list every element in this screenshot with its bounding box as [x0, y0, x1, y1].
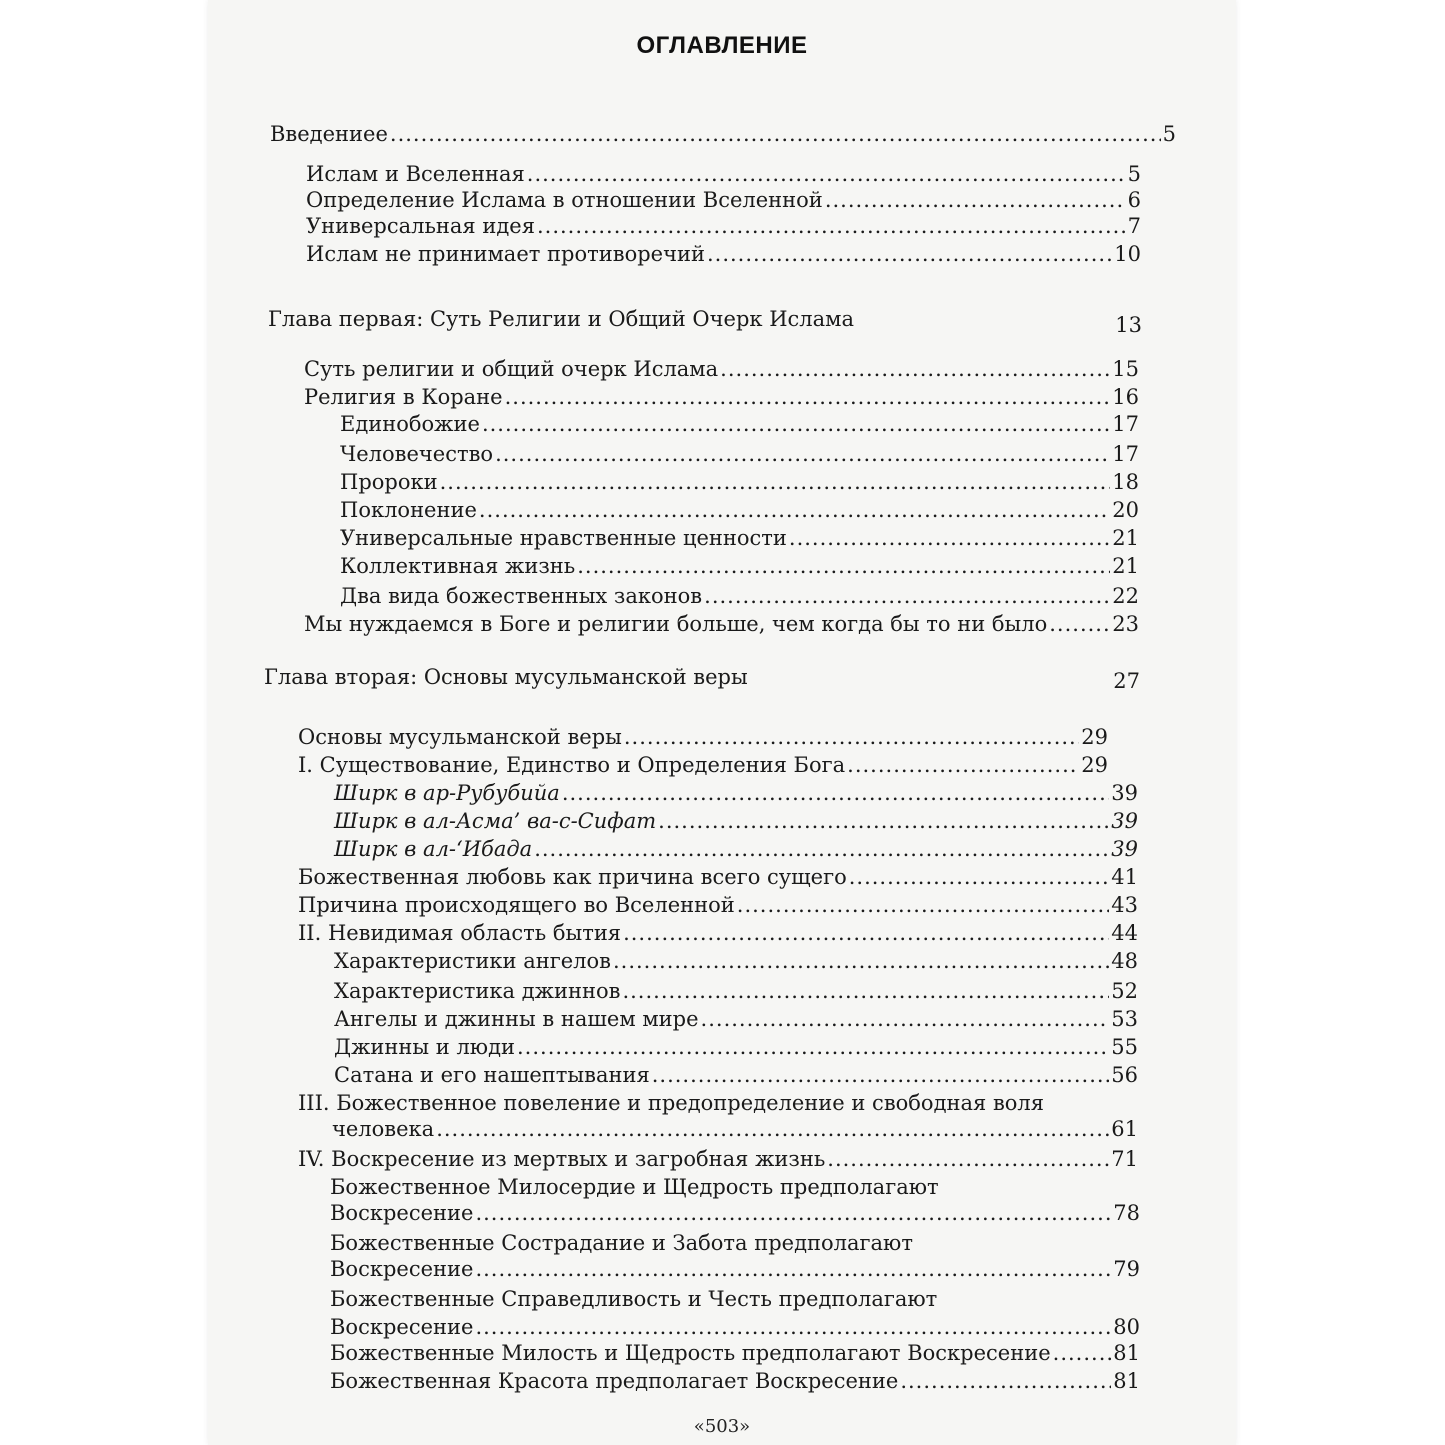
leader-dots: [479, 497, 1110, 523]
book-page: [208, 0, 1236, 1445]
toc-entry-page: 81: [1113, 1341, 1140, 1365]
leader-dots: [577, 553, 1110, 579]
toc-entry-label: Введениее: [270, 122, 388, 146]
toc-entry: [330, 1368, 1140, 1394]
toc-entry: [334, 836, 1138, 862]
leader-dots: [1053, 1340, 1112, 1366]
leader-dots: [436, 1116, 1109, 1142]
toc-entry-label-line1: Божественные Сострадание и Забота предполагают: [330, 1231, 913, 1255]
leader-dots: [527, 161, 1126, 187]
toc-entry-label: Сатана и его нашептывания: [334, 1063, 650, 1087]
table-of-contents: [208, 0, 1236, 1445]
toc-entry-page: 29: [1081, 725, 1108, 749]
toc-entry-page: 39: [1111, 837, 1138, 861]
toc-entry: [340, 525, 1139, 551]
page-number-footer: [208, 1416, 1236, 1437]
leader-dots: [613, 948, 1109, 974]
leader-dots: [624, 724, 1079, 750]
toc-entry: [330, 1314, 1140, 1340]
toc-entry-label: Глава первая: Суть Религии и Общий Очерк Ислама: [268, 307, 854, 331]
toc-entry-label: Божественная Красота предполагает Воскресение: [330, 1369, 899, 1393]
leader-dots: [720, 356, 1110, 382]
toc-entry-page: 53: [1111, 1007, 1138, 1031]
toc-entry: [330, 1200, 1140, 1226]
toc-entry-label: Воскресение: [330, 1315, 474, 1339]
toc-entry: [270, 121, 1176, 147]
leader-dots: [849, 864, 1110, 890]
toc-entry-page: 79: [1113, 1257, 1140, 1281]
toc-entry-page: 55: [1111, 1035, 1138, 1059]
toc-entry-label: Универсальные нравственные ценности: [340, 526, 787, 550]
toc-entry-page: 20: [1112, 498, 1139, 522]
toc-entry-page: 56: [1111, 1063, 1138, 1087]
toc-entry: [298, 864, 1138, 890]
toc-entry-label: Глава вторая: Основы мусульманской веры: [264, 665, 748, 689]
toc-entry: [306, 241, 1141, 267]
toc-entry: [330, 1340, 1140, 1366]
toc-entry-label: Универсальная идея: [306, 214, 535, 238]
toc-entry-label: Ислам и Вселенная: [306, 162, 525, 186]
toc-entry-label: Божественная любовь как причина всего сущего: [298, 865, 847, 889]
toc-entry-page: 17: [1112, 412, 1139, 436]
leader-dots: [505, 384, 1111, 410]
ornament-right-icon: »: [739, 1416, 751, 1437]
toc-entry: [340, 411, 1139, 437]
toc-entry-label: I. Существование, Единство и Определения Бога: [298, 753, 846, 777]
toc-entry-page: 13: [1115, 313, 1142, 337]
chapter-heading: [268, 306, 1142, 337]
toc-entry-label: Человечество: [340, 442, 494, 466]
toc-entry-page: 27: [1113, 669, 1140, 693]
leader-dots: [737, 892, 1110, 918]
leader-dots: [390, 121, 1161, 147]
leader-dots: [475, 1314, 1111, 1340]
toc-entry: [298, 752, 1108, 778]
toc-entry: [334, 1006, 1138, 1032]
toc-entry-page: 21: [1112, 554, 1139, 578]
toc-entry-label: Пророки: [340, 470, 438, 494]
toc-entry-label: Мы нуждаемся в Боге и религии больше, чем когда бы то ни было: [304, 612, 1048, 636]
toc-entry-label: Воскресение: [330, 1257, 474, 1281]
leader-dots: [701, 1006, 1110, 1032]
toc-entry: [334, 780, 1138, 806]
leader-dots: [495, 441, 1110, 467]
toc-entry-label: человека: [332, 1117, 435, 1141]
leader-dots: [537, 213, 1126, 239]
toc-entry-label: Ширк в ал-‘Ибада: [334, 837, 533, 861]
toc-entry-page: 5: [1127, 162, 1141, 186]
toc-entry-label: IV. Воскресение из мертвых и загробная жизнь: [298, 1147, 826, 1171]
leader-dots: [475, 1256, 1111, 1282]
toc-entry-page: 61: [1111, 1117, 1138, 1141]
leader-dots: [827, 1146, 1109, 1172]
leader-dots: [789, 525, 1110, 551]
leader-dots: [475, 1200, 1111, 1226]
toc-entry-label: Ислам не принимает противоречий: [306, 242, 705, 266]
leader-dots: [704, 583, 1110, 609]
toc-entry-label: II. Невидимая область бытия: [298, 921, 622, 945]
leader-dots: [534, 836, 1109, 862]
toc-entry: [298, 724, 1108, 750]
toc-entry-page: 29: [1081, 753, 1108, 777]
leader-dots: [707, 241, 1112, 267]
toc-entry-label: Определение Ислама в отношении Вселенной: [306, 188, 823, 212]
toc-entry-page: 39: [1111, 809, 1138, 833]
leader-dots: [658, 808, 1109, 834]
leader-dots: [825, 187, 1126, 213]
toc-entry-page: 17: [1112, 442, 1139, 466]
toc-entry-label: Коллективная жизнь: [340, 554, 576, 578]
toc-entry-page: 81: [1113, 1369, 1140, 1393]
toc-entry-label: Причина происходящего во Вселенной: [298, 893, 735, 917]
toc-entry: [332, 1116, 1138, 1142]
leader-dots: [517, 1034, 1109, 1060]
toc-entry-page: 7: [1127, 214, 1141, 238]
toc-entry: [330, 1256, 1140, 1282]
toc-entry: [334, 808, 1138, 834]
toc-entry: [304, 384, 1139, 410]
toc-entry-label: Религия в Коране: [304, 385, 503, 409]
toc-entry: [298, 1146, 1138, 1172]
toc-entry-page: 18: [1112, 470, 1139, 494]
toc-entry-label: Два вида божественных законов: [340, 584, 703, 608]
toc-entry-label: Джинны и люди: [334, 1035, 515, 1059]
toc-entry-label-line1: III. Божественное повеление и предопределение и свободная воля: [298, 1091, 1044, 1115]
toc-entry-label: Ширк в ар-Рубубийа: [334, 781, 560, 805]
toc-entry-page: 78: [1113, 1201, 1140, 1225]
toc-entry-page: 80: [1113, 1315, 1140, 1339]
ornament-left-icon: «: [693, 1416, 705, 1437]
toc-entry-label: Поклонение: [340, 498, 477, 522]
toc-entry-label: Божественные Милость и Щедрость предполагают Воскресение: [330, 1341, 1051, 1365]
toc-entry-page: 16: [1112, 385, 1139, 409]
toc-entry: [304, 356, 1139, 382]
leader-dots: [482, 411, 1110, 437]
toc-entry-label: Характеристики ангелов: [334, 949, 611, 973]
toc-entry-page: 39: [1111, 781, 1138, 805]
toc-entry-page: 48: [1111, 949, 1138, 973]
toc-entry-page: 6: [1127, 188, 1141, 212]
toc-entry-page: 43: [1111, 893, 1138, 917]
leader-dots: [1049, 611, 1110, 637]
toc-entry-label: Характеристика джиннов: [334, 979, 621, 1003]
toc-entry: [298, 920, 1138, 946]
toc-entry: [306, 161, 1141, 187]
toc-entry: [340, 469, 1139, 495]
toc-entry: [334, 1034, 1138, 1060]
toc-entry-label: Единобожие: [340, 412, 480, 436]
toc-entry-label-line1: Божественное Милосердие и Щедрость предполагают: [330, 1175, 939, 1199]
toc-entry-label: Основы мусульманской веры: [298, 725, 622, 749]
toc-entry-label: Ангелы и джинны в нашем мире: [334, 1007, 699, 1031]
leader-dots: [900, 1368, 1111, 1394]
chapter-heading: [264, 664, 1140, 693]
leader-dots: [847, 752, 1079, 778]
toc-entry-page: 41: [1111, 865, 1138, 889]
leader-dots: [623, 920, 1109, 946]
toc-entry-page: 15: [1112, 357, 1139, 381]
toc-entry-page: 71: [1111, 1147, 1138, 1171]
toc-entry-page: 21: [1112, 526, 1139, 550]
toc-entry: [334, 948, 1138, 974]
toc-entry: [304, 611, 1139, 637]
toc-entry: [306, 187, 1141, 213]
toc-entry: [334, 1062, 1138, 1088]
leader-dots: [440, 469, 1111, 495]
toc-entry-page: 5: [1162, 122, 1176, 146]
page-number: 503: [704, 1416, 740, 1437]
toc-entry-label: Ширк в ал-Асма’ ва-с-Сифат: [334, 809, 657, 833]
toc-entry-page: 52: [1111, 979, 1138, 1003]
toc-entry: [340, 583, 1139, 609]
page-title: ОГЛАВЛЕНИЕ: [636, 32, 808, 59]
toc-entry-page: 44: [1111, 921, 1138, 945]
toc-entry: [340, 553, 1139, 579]
toc-entry-label-line1: Божественные Справедливость и Честь предполагают: [330, 1287, 938, 1311]
leader-dots: [652, 1062, 1110, 1088]
toc-entry: [334, 978, 1138, 1004]
toc-entry-label: Воскресение: [330, 1201, 474, 1225]
toc-entry: [340, 497, 1139, 523]
leader-dots: [622, 978, 1109, 1004]
toc-entry-page: 22: [1112, 584, 1139, 608]
leader-dots: [562, 780, 1109, 806]
toc-entry-label: Суть религии и общий очерк Ислама: [304, 357, 719, 381]
toc-entry: [298, 892, 1138, 918]
toc-entry-page: 23: [1112, 612, 1139, 636]
toc-entry: [306, 213, 1141, 239]
toc-entry-page: 10: [1114, 242, 1141, 266]
toc-entry: [340, 441, 1139, 467]
